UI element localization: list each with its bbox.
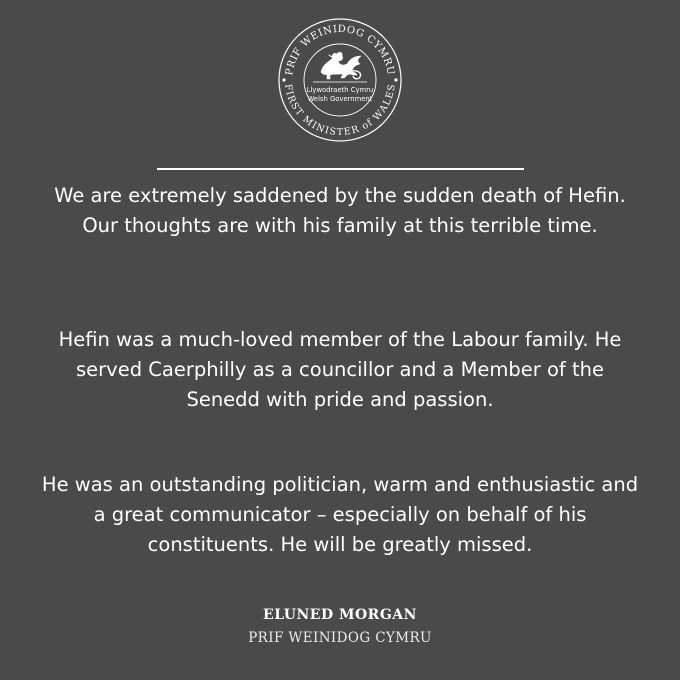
- first-minister-seal: [275, 15, 405, 145]
- signatory-name: ELUNED MORGAN: [263, 607, 417, 623]
- welsh-dragon-icon: [321, 52, 361, 79]
- seal-bottom-text: FIRST MINISTER of WALES: [281, 83, 399, 139]
- seal-logo: [275, 15, 405, 145]
- seal-top-text: PRIF WEINIDOG CYMRU: [284, 23, 396, 77]
- statement-paragraph-1: We are extremely saddened by the sudden death of Hefin. Our thoughts are with his family at this terrible time.: [54, 184, 626, 237]
- divider-line: [157, 168, 524, 170]
- seal-org-english: Welsh Government: [307, 95, 373, 103]
- statement-paragraph-2: Hefin was a much-loved member of the Labour family. He served Caerphilly as a councillor and a Member of the Senedd with pride and passion.: [58, 328, 622, 411]
- signatory-title: PRIF WEINIDOG CYMRU: [248, 630, 432, 646]
- statement-paragraph-3: He was an outstanding politician, warm and enthusiastic and a great communicator – especially on behalf of his constituents. He will be greatly missed.: [41, 473, 639, 556]
- seal-org-welsh: Llywodraeth Cymru: [306, 86, 374, 94]
